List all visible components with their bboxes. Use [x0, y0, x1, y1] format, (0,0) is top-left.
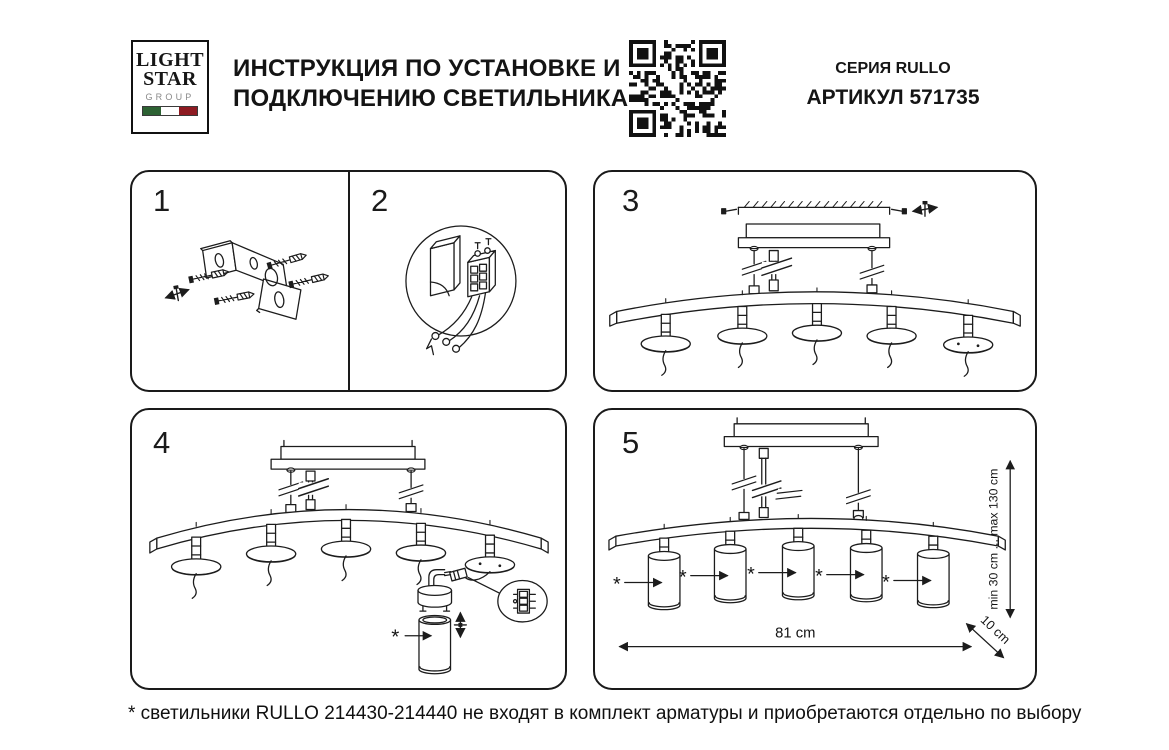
product-info	[795, 60, 991, 110]
mounting-bracket-drawing	[164, 241, 329, 320]
depth-dimension-label: 10 cm	[977, 612, 1014, 647]
wiring-detail-drawing	[406, 226, 516, 355]
article-label: АРТИКУЛ 571735	[806, 86, 980, 109]
lightstar-logo	[131, 40, 209, 134]
suspension-rods-drawing	[279, 471, 423, 512]
canopy-drawing	[724, 418, 878, 450]
page-title	[233, 54, 628, 114]
shade-marker-3: *	[747, 563, 755, 586]
title-line-1: ИНСТРУКЦИЯ ПО УСТАНОВКЕ И	[233, 55, 621, 82]
step-3-illustration	[595, 172, 1035, 390]
shade-markers	[613, 564, 930, 596]
qr-code-icon	[629, 40, 726, 137]
logo-light: LIGHT	[135, 49, 205, 71]
dimension-lines	[620, 461, 1014, 657]
lamp-not-included-marker: *	[391, 625, 400, 649]
lamp-holders-drawing	[641, 304, 993, 377]
shade-marker-2: *	[679, 566, 687, 589]
panel-step-3	[593, 170, 1037, 392]
suspension-rods-drawing	[742, 251, 883, 294]
step-4-illustration	[132, 410, 565, 688]
canopy-drawing	[738, 224, 889, 251]
flag-white	[161, 107, 179, 115]
suspension-rods-drawing	[732, 448, 870, 521]
series-label: СЕРИЯ RULLO	[835, 60, 951, 77]
height-dimension-label: min 30 cm ... max 130 cm	[986, 468, 1001, 610]
shade-marker-4: *	[815, 565, 823, 588]
logo-group: GROUP	[145, 92, 195, 102]
panel-steps-1-2	[130, 170, 567, 392]
step-1-number: 1	[153, 183, 171, 218]
lamp-shades-drawing	[648, 528, 949, 609]
title-line-2: ПОДКЛЮЧЕНИЮ СВЕТИЛЬНИКА	[233, 85, 629, 112]
step-5-illustration	[595, 410, 1035, 688]
panel-step-4	[130, 408, 567, 690]
flag-red	[179, 107, 197, 115]
ceiling-line-drawing	[722, 201, 937, 216]
step-5-number: 5	[622, 425, 640, 460]
width-dimension-label: 81 cm	[775, 625, 816, 642]
shade-marker-5: *	[882, 571, 890, 594]
canopy-drawing	[271, 441, 425, 473]
step-2-number: 2	[371, 183, 389, 218]
shade-marker-1: *	[613, 573, 621, 596]
footnote: * светильники RULLO 214430-214440 не входят в комплект арматуры и приобретаются отдельно по выбору	[128, 703, 1082, 724]
step-4-number: 4	[153, 425, 171, 460]
lamp-connection-drawing	[405, 568, 547, 673]
italian-flag-icon	[142, 106, 198, 116]
step-1-2-illustration	[132, 172, 565, 390]
panel-step-5	[593, 408, 1037, 690]
logo-star: STAR	[143, 68, 197, 90]
flag-green	[143, 107, 161, 115]
step-3-number: 3	[622, 183, 640, 218]
